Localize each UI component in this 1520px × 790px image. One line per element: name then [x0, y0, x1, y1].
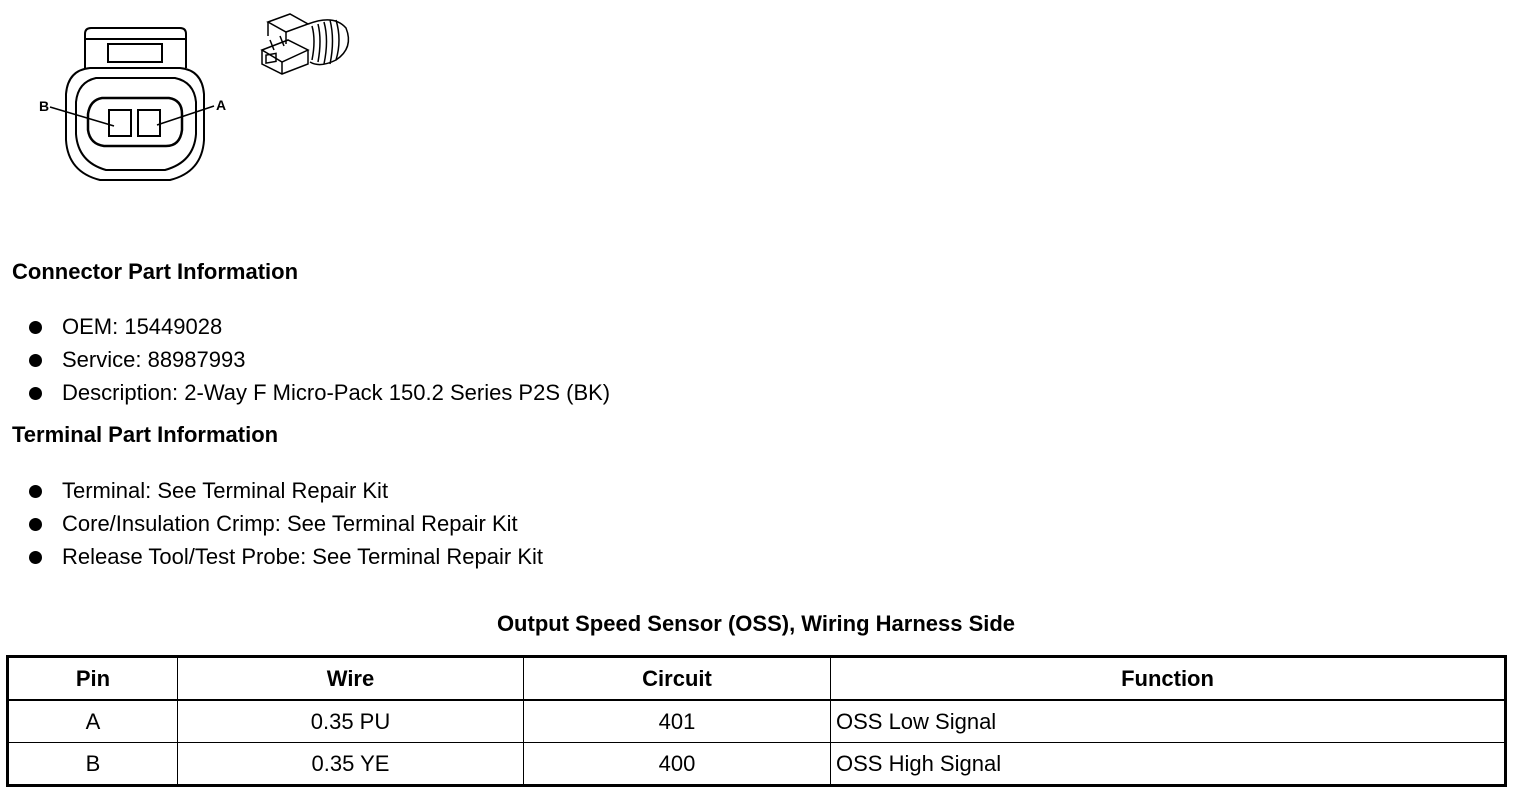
- wire-cell: 0.35 YE: [178, 743, 524, 786]
- bullet-icon: [29, 551, 42, 564]
- circuit-cell: 401: [524, 700, 831, 743]
- bullet-icon: [29, 354, 42, 367]
- list-item: [0, 379, 610, 412]
- column-header-circuit: Circuit: [524, 657, 831, 701]
- list-item: [0, 543, 543, 576]
- terminal-part-info-heading: Terminal Part Information: [12, 422, 279, 447]
- column-header-pin: Pin: [8, 657, 178, 701]
- terminal-info: Terminal: See Terminal Repair Kit: [62, 478, 389, 503]
- column-header-wire: Wire: [178, 657, 524, 701]
- list-item: [0, 313, 610, 346]
- wire-cell: 0.35 PU: [178, 700, 524, 743]
- pin-cell: A: [8, 700, 178, 743]
- table-header-row: [8, 657, 1506, 701]
- pin-b-label: B: [39, 98, 50, 114]
- pin-cell: B: [8, 743, 178, 786]
- bullet-icon: [29, 485, 42, 498]
- crimp-info: Core/Insulation Crimp: See Terminal Repair Kit: [62, 511, 518, 536]
- list-item: [0, 510, 543, 543]
- pin-a-label: A: [216, 97, 227, 113]
- oem-part-number: OEM: 15449028: [62, 314, 223, 339]
- function-cell: OSS Low Signal: [831, 700, 1506, 743]
- connector-isometric-illustration: [250, 10, 360, 80]
- table-row: [8, 700, 1506, 743]
- service-part-number: Service: 88987993: [62, 347, 246, 372]
- bullet-icon: [29, 321, 42, 334]
- list-item: [0, 477, 543, 510]
- column-header-function: Function: [831, 657, 1506, 701]
- list-item: [0, 346, 610, 379]
- pinout-table: [6, 655, 1507, 787]
- table-title: Output Speed Sensor (OSS), Wiring Harness Side: [496, 611, 1016, 636]
- connector-description: Description: 2-Way F Micro-Pack 150.2 Series P2S (BK): [62, 380, 611, 405]
- function-cell: OSS High Signal: [831, 743, 1506, 786]
- release-tool-info: Release Tool/Test Probe: See Terminal Repair Kit: [62, 544, 543, 569]
- table-row: [8, 743, 1506, 786]
- bullet-icon: [29, 518, 42, 531]
- bullet-icon: [29, 387, 42, 400]
- connector-part-info-heading: Connector Part Information: [12, 259, 299, 284]
- circuit-cell: 400: [524, 743, 831, 786]
- connector-part-info-list: [0, 313, 610, 412]
- connector-front-view-diagram: [30, 22, 240, 192]
- terminal-part-info-list: [0, 477, 543, 576]
